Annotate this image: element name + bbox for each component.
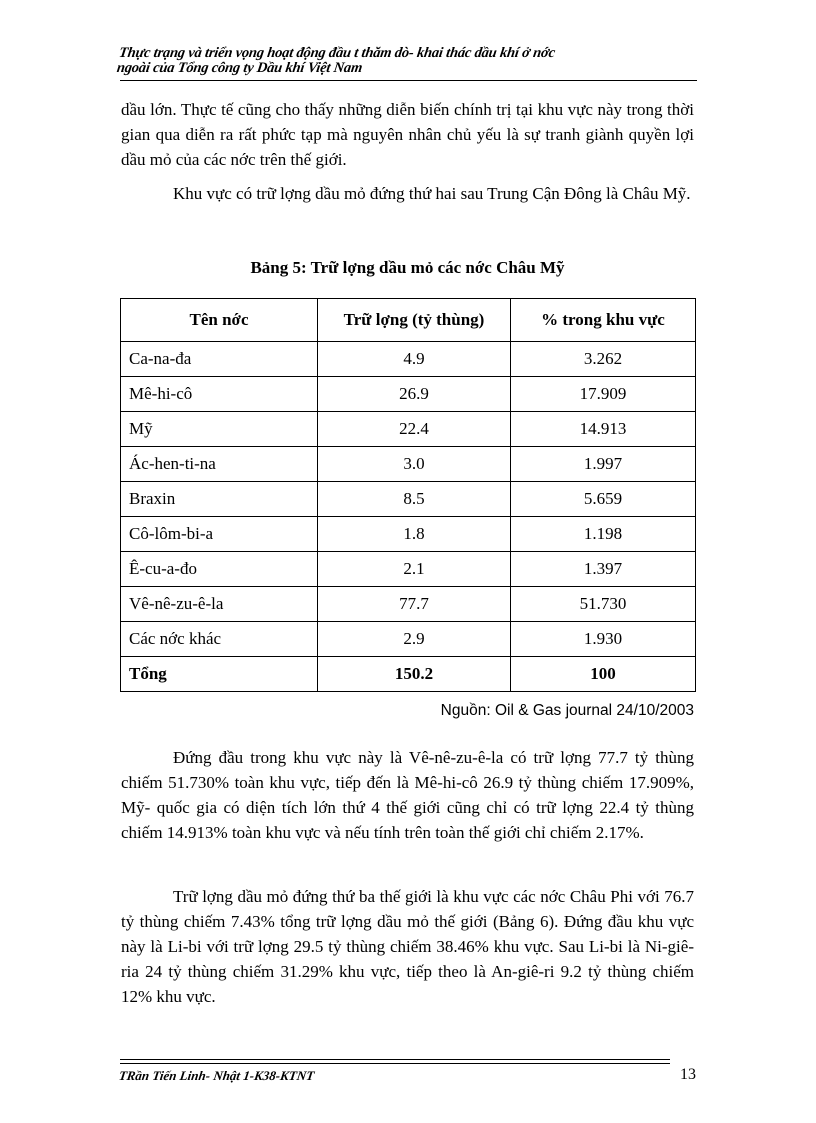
reserves-cell: 26.9 bbox=[318, 377, 511, 412]
table-total-row bbox=[121, 657, 696, 692]
header-percent: % trong khu vực bbox=[511, 299, 696, 342]
reserves-cell: 77.7 bbox=[318, 587, 511, 622]
percent-cell: 1.397 bbox=[511, 552, 696, 587]
header-line-1: Thực trạng và triển vọng hoạt động đầu t thăm dò- khai thác dầu khí ở nớc bbox=[117, 45, 556, 61]
table-row bbox=[121, 447, 696, 482]
header-country: Tên nớc bbox=[121, 299, 318, 342]
reserves-cell: 2.9 bbox=[318, 622, 511, 657]
table-row bbox=[121, 517, 696, 552]
reserves-cell: 4.9 bbox=[318, 342, 511, 377]
paragraph-1: dầu lớn. Thực tế cũng cho thấy những diễn biến chính trị tại khu vực này trong thời gian qua diễn ra rất phức tạp mà nguyên nhân chủ yếu là sự tranh giành quyền lợi dầu mỏ của các nớc trên thế giới. bbox=[121, 100, 694, 169]
percent-cell: 51.730 bbox=[511, 587, 696, 622]
total-label-cell: Tổng bbox=[121, 657, 318, 692]
footer-rule-bottom bbox=[120, 1063, 670, 1064]
percent-cell: 14.913 bbox=[511, 412, 696, 447]
table-source: Nguồn: Oil & Gas journal 24/10/2003 bbox=[440, 702, 694, 719]
reserves-cell: 22.4 bbox=[318, 412, 511, 447]
country-cell: Các nớc khác bbox=[121, 622, 318, 657]
percent-cell: 17.909 bbox=[511, 377, 696, 412]
page-number: 13 bbox=[680, 1066, 696, 1083]
country-cell: Ác-hen-ti-na bbox=[121, 447, 318, 482]
running-header bbox=[116, 46, 696, 76]
country-cell: Mê-hi-cô bbox=[121, 377, 318, 412]
table-row bbox=[121, 342, 696, 377]
percent-cell: 5.659 bbox=[511, 482, 696, 517]
footer-rule-top bbox=[120, 1059, 670, 1060]
header-rule bbox=[120, 80, 697, 81]
total-reserves-cell: 150.2 bbox=[318, 657, 511, 692]
total-percent-cell: 100 bbox=[511, 657, 696, 692]
percent-cell: 1.198 bbox=[511, 517, 696, 552]
country-cell: Braxin bbox=[121, 482, 318, 517]
header-reserves: Trữ lợng (tỷ thùng) bbox=[318, 299, 511, 342]
header-line-2: ngoài của Tổng công ty Dầu khí Việt Nam bbox=[115, 60, 364, 76]
percent-cell: 3.262 bbox=[511, 342, 696, 377]
table-caption: Bảng 5: Trữ lợng dầu mỏ các nớc Châu Mỹ bbox=[250, 258, 565, 277]
table-header-row bbox=[121, 299, 696, 342]
table-row bbox=[121, 377, 696, 412]
country-cell: Ê-cu-a-đo bbox=[121, 552, 318, 587]
reserves-cell: 3.0 bbox=[318, 447, 511, 482]
percent-cell: 1.997 bbox=[511, 447, 696, 482]
table-row bbox=[121, 622, 696, 657]
paragraph-2: Khu vực có trữ lợng dầu mỏ đứng thứ hai sau Trung Cận Đông là Châu Mỹ. bbox=[173, 184, 691, 203]
oil-reserves-table bbox=[120, 298, 696, 692]
table-row bbox=[121, 552, 696, 587]
reserves-cell: 1.8 bbox=[318, 517, 511, 552]
paragraph-4: Trữ lợng dầu mỏ đứng thứ ba thế giới là khu vực các nớc Châu Phi với 76.7 tỷ thùng chiếm 7.43% tổng trữ lợng dầu mỏ thế giới (Bảng 6). Đứng đầu khu vực này là Li-bi với trữ lợng 29.5 tỷ thùng chiếm 38.46% khu vực. Sau Li-bi là Ni-giê-ria 24 tỷ thùng chiếm 31.29% khu vực, tiếp theo là An-giê-ri 9.2 tỷ thùng chiếm 12% khu vực. bbox=[121, 887, 694, 1006]
table-row bbox=[121, 482, 696, 517]
country-cell: Mỹ bbox=[121, 412, 318, 447]
reserves-cell: 8.5 bbox=[318, 482, 511, 517]
reserves-cell: 2.1 bbox=[318, 552, 511, 587]
country-cell: Vê-nê-zu-ê-la bbox=[121, 587, 318, 622]
footer-author: TRần Tiến Linh- Nhật 1-K38-KTNT bbox=[117, 1068, 316, 1083]
percent-cell: 1.930 bbox=[511, 622, 696, 657]
country-cell: Cô-lôm-bi-a bbox=[121, 517, 318, 552]
country-cell: Ca-na-đa bbox=[121, 342, 318, 377]
table-row bbox=[121, 412, 696, 447]
table-row bbox=[121, 587, 696, 622]
paragraph-3: Đứng đầu trong khu vực này là Vê-nê-zu-ê-la có trữ lợng 77.7 tỷ thùng chiếm 51.730% toàn khu vực, tiếp đến là Mê-hi-cô 26.9 tỷ thùng chiếm 17.909%, Mỹ- quốc gia có diện tích lớn thứ 4 thế giới cũng chỉ có trữ lợng 22.4 tỷ thùng chiếm 14.913% toàn khu vực và nếu tính trên toàn thế giới chỉ chiếm 2.17%. bbox=[121, 748, 694, 842]
